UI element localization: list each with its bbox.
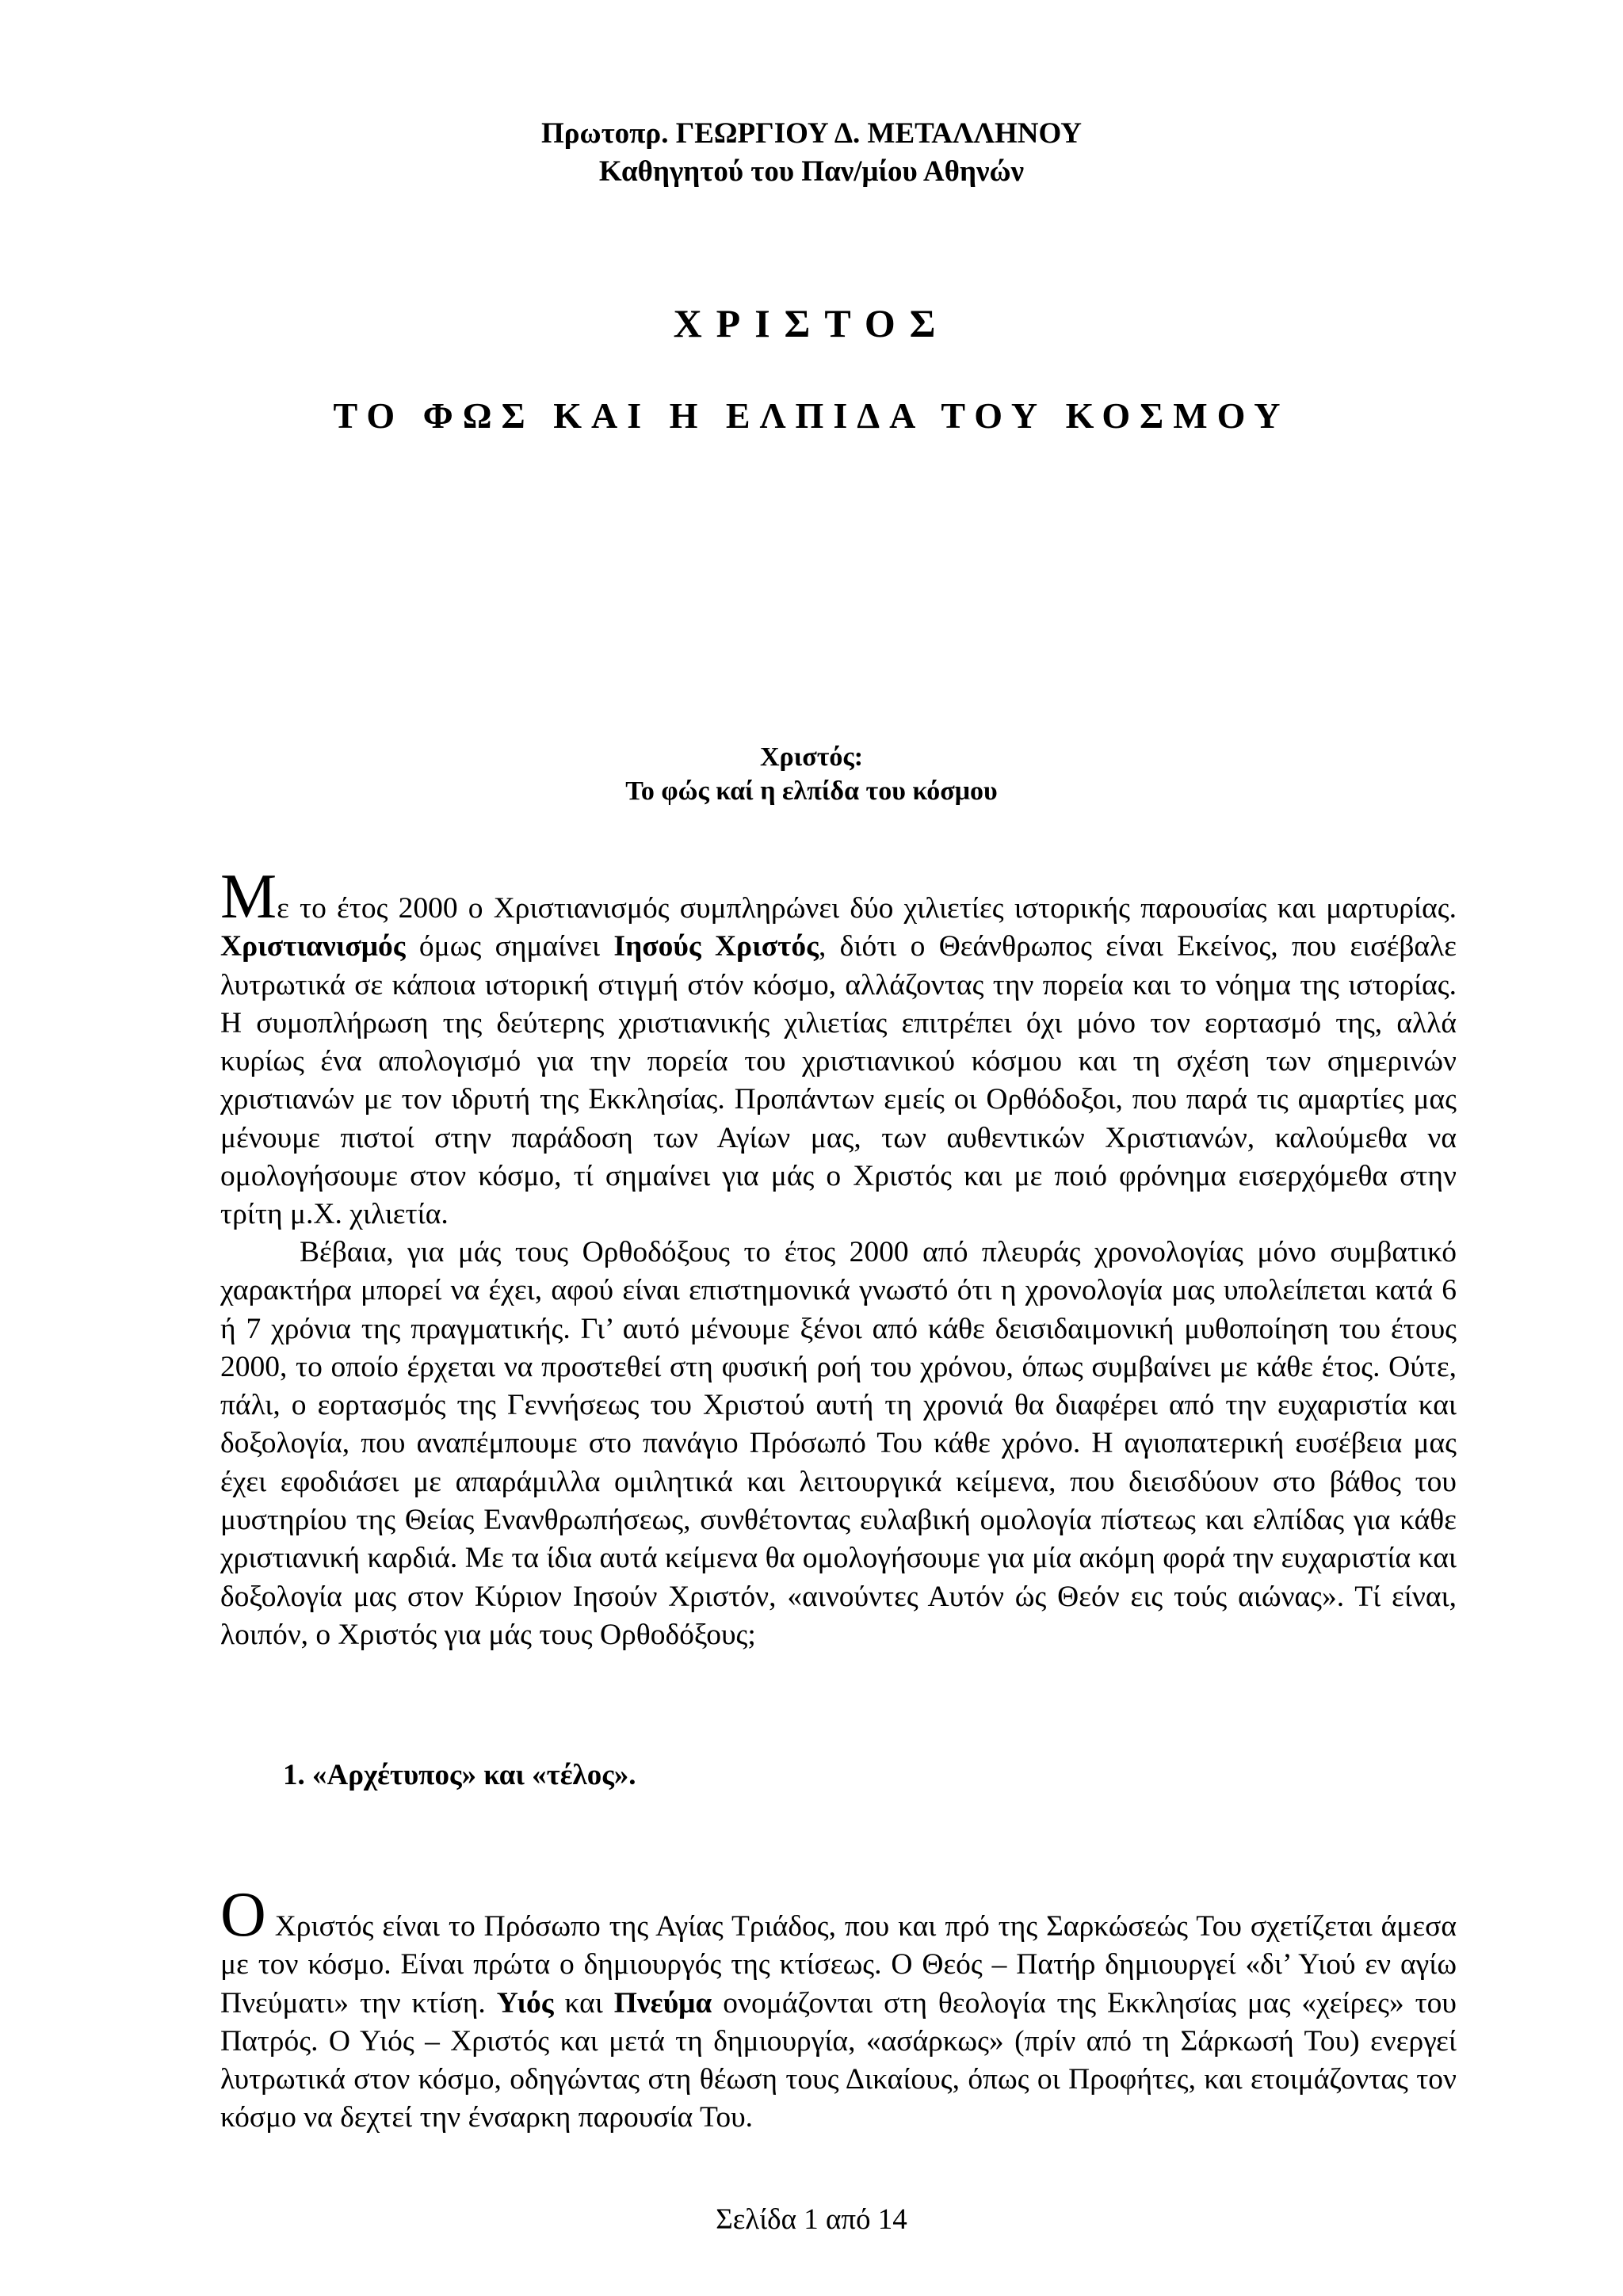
paragraph-text: ονομάζονται στη θεολογία της Εκκλησίας μας «χείρες» του Πατρός. Ο Υιός – Χριστός και μετά τη δημιουργία, «ασάρκως» (πρίν από τη Σάρκωσή Του) ενεργεί λυτρωτικά στον κόσμο, οδηγώντας στη θέωση τους Δικαίους, όπως οι Προφήτες, και ετοιμάζοντας τον κόσμο να δεχτεί την ένσαρκη παρουσία Του. <box>220 1986 1457 2134</box>
document-subtitle: ΤΟ ΦΩΣ ΚΑΙ Η ΕΛΠΙΔΑ ΤΟΥ ΚΟΣΜΟΥ <box>333 395 1290 436</box>
document-title: ΧΡΙΣΤΟΣ <box>673 301 950 345</box>
bold-term: Ιησούς Χριστός <box>613 930 819 963</box>
paragraph-text: , διότι ο Θεάνθρωπος είναι Εκείνος, που εισέβαλε λυτρωτικά σε κάποια ιστορική στιγμή στόν κόσμο, αλλάζοντας την πορεία και το νόημα της ιστορίας. Η συμοπλήρωση της δεύτερης χριστιανικής χιλιετίας επιτρέπει όχι μόνο τον εορτασμό της, αλλά κυρίως ένα απολογισμό για την πορεία του χριστιανικού κόσμου και τη σχέση των σημερινών χριστιανών με τον ιδρυτή της Εκκλησίας. Προπάντων εμείς οι Ορθόδοξοι, που παρά τις αμαρτίες μας μένουμε πιστοί στην παράδοση των Αγίων μας, των αυθεντικών Χριστιανών, καλούμεθα να ομολογήσουμε στον κόσμο, τί σημαίνει για μάς ο Χριστός και με ποιό φρόνημα εισερχόμεθα στην τρίτη μ.Χ. χιλιετία. <box>220 930 1457 1231</box>
section-title-line1: Χριστός: <box>759 742 864 772</box>
bold-term: Χριστιανισμός <box>220 930 406 963</box>
drop-cap: Μ <box>220 862 277 932</box>
drop-cap: Ο <box>220 1880 266 1950</box>
paragraph-text: και <box>553 1986 614 2019</box>
paragraph-1 <box>220 862 1457 1234</box>
chapter-heading-1: 1. «Αρχέτυπος» και «τέλος». <box>283 1759 636 1791</box>
paragraph-text: όμως σημαίνει <box>405 930 614 963</box>
author-affiliation: Καθηγητού του Παν/μίου Αθηνών <box>598 155 1025 188</box>
author-name: Πρωτοπρ. ΓΕΩΡΓΙΟΥ Δ. ΜΕΤΑΛΛΗΝΟΥ <box>540 117 1083 150</box>
bold-term: Πνεύμα <box>613 1986 712 2019</box>
paragraph-text: ε το έτος 2000 ο Χριστιανισμός συμπληρώνει δύο χιλιετίες ιστορικής παρουσίας και μαρτυρίας. <box>277 892 1457 925</box>
bold-term: Υιός <box>496 1986 554 2019</box>
paragraph-2: Βέβαια, για μάς τους Ορθοδόξους το έτος 2000 από πλευράς χρονολογίας μόνο συμβατικό χαρακτήρα μπορεί να έχει, αφού είναι επιστημονικά γνωστό ότι η χρονολογία μας υπολείπεται κατά 6 ή 7 χρόνια της πραγματικής. Γι’ αυτό μένουμε ξένοι από κάθε δεισιδαιμονική μυθοποίηση του έτους 2000, το οποίο έρχεται να προστεθεί στη φυσική ροή του χρόνου, όπως συμβαίνει με κάθε έτος. Ούτε, πάλι, ο εορτασμός της Γεννήσεως του Χριστού αυτή τη χρονιά θα διαφέρει από την ευχαριστία και δοξολογία, που αναπέμπουμε στο πανάγιο Πρόσωπό Του κάθε χρόνο. Η αγιοπατερική ευσέβεια μας έχει εφοδιάσει με απαράμιλλα ομιλητικά και λειτουργικά κείμενα, που διεισδύουν στο βάθος του μυστηρίου της Θείας Ενανθρωπήσεως, συνθέτοντας ευλαβική ομολογία πίστεως και ελπίδας για κάθε χριστιανική καρδιά. Με τα ίδια αυτά κείμενα θα ομολογήσουμε για μία ακόμη φορά την ευχαριστία και δοξολογία μας στον Κύριον Ιησούν Χριστόν, «αινούντες Αυτόν ώς Θεόν εις τούς αιώνας». Τί είναι, λοιπόν, ο Χριστός για μάς τους Ορθοδόξους; <box>220 1236 1457 1651</box>
paragraph-text: Χριστός είναι το Πρόσωπο της Αγίας Τριάδος, που και πρό της Σαρκώσεώς Του σχετίζεται άμεσα με τον κόσμο. Είναι πρώτα ο δημιουργός της κτίσεως. Ο Θεός – Πατήρ δημιουργεί «δι’ Υιού εν αγίω Πνεύματι» την κτίση. <box>220 1910 1457 2019</box>
section-title-line2: Το φώς καί η ελπίδα του κόσμου <box>625 776 998 806</box>
page-number: Σελίδα 1 από 14 <box>716 2203 907 2236</box>
paragraph-3 <box>220 1880 1457 2138</box>
